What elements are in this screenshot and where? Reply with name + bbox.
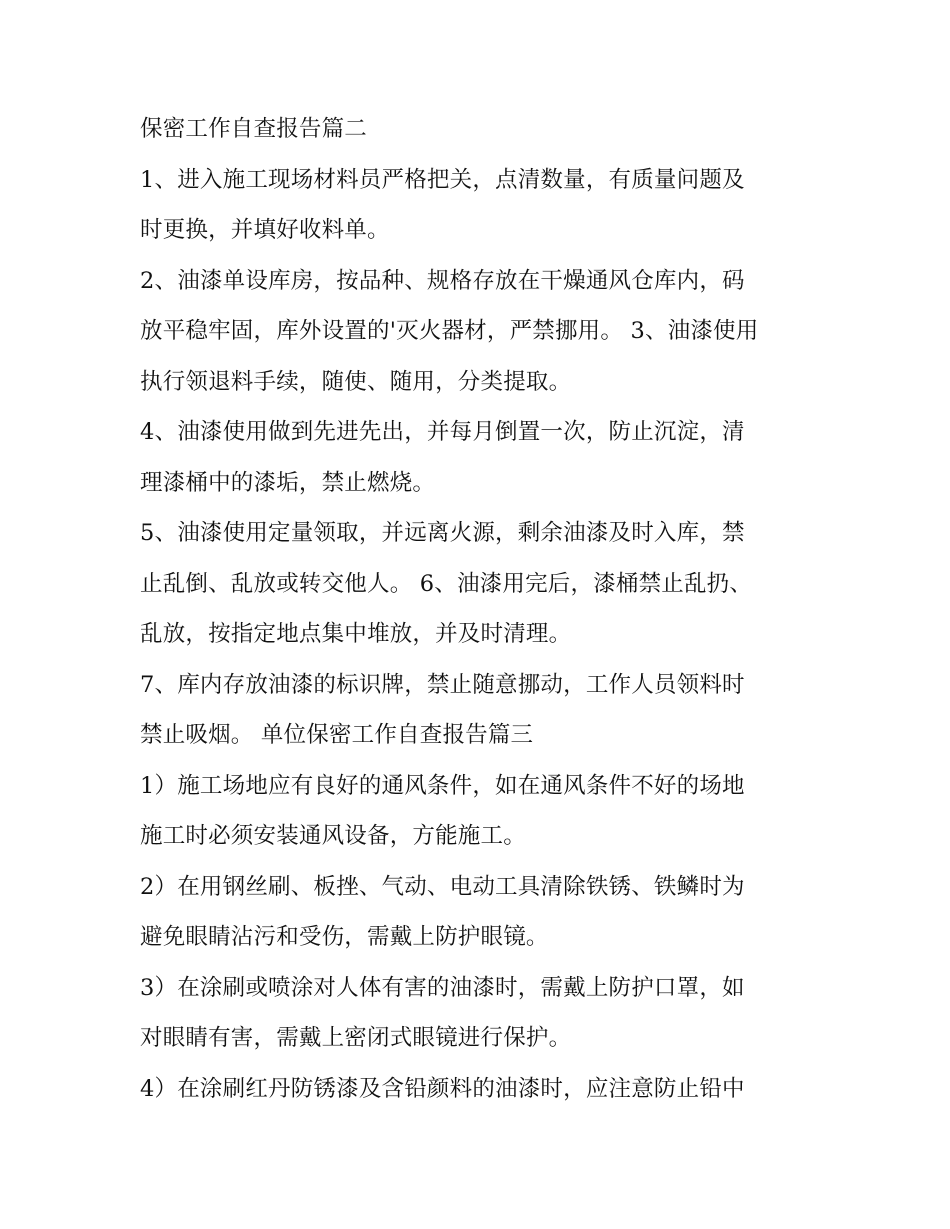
paragraph-line: 执行领退料手续，随使、随用，分类提取。 [140, 368, 572, 395]
document-body [140, 104, 830, 1114]
paragraph-line: 1）施工场地应有良好的通风条件，如在通风条件不好的场地 [140, 772, 745, 799]
document-title: 保密工作自查报告篇二 [140, 116, 368, 142]
paragraph-line: 时更换，并填好收料单。 [140, 217, 390, 243]
paragraph-line: 乱放，按指定地点集中堆放，并及时清理。 [140, 621, 572, 647]
paragraph-line: 7、库内存放油漆的标识牌，禁止随意挪动，工作人员领料时 [140, 671, 745, 698]
paragraph-line: 1、进入施工现场材料员严格把关，点清数量，有质量问题及 [140, 166, 745, 193]
paragraph-line: 2）在用钢丝刷、板挫、气动、电动工具清除铁锈、铁鳞时为 [140, 873, 745, 900]
paragraph-line: 避免眼睛沾污和受伤，需戴上防护眼镜。 [140, 924, 549, 950]
paragraph-line: 止乱倒、乱放或转交他人。 6、油漆用完后，漆桶禁止乱扔、 [140, 570, 753, 597]
paragraph-line: 施工时必须安装通风设备，方能施工。 [140, 823, 526, 849]
paragraph-line: 5、油漆使用定量领取，并远离火源，剩余油漆及时入库，禁 [140, 520, 745, 546]
paragraph-line: 2、油漆单设库房，按品种、规格存放在干燥通风仓库内，码 [140, 267, 745, 294]
paragraph-line: 3）在涂刷或喷涂对人体有害的油漆时，需戴上防护口罩，如 [140, 974, 745, 1001]
paragraph-line: 禁止吸烟。 单位保密工作自查报告篇三 [140, 722, 534, 748]
paragraph-line: 放平稳牢固，库外设置的'灭火器材，严禁挪用。 3、油漆使用 [140, 318, 759, 344]
paragraph-line: 4）在涂刷红丹防锈漆及含铅颜料的油漆时，应注意防止铅中 [140, 1075, 745, 1102]
paragraph-line: 理漆桶中的漆垢，禁止燃烧。 [140, 469, 436, 496]
paragraph-line: 4、油漆使用做到先进先出，并每月倒置一次，防止沉淀，清 [140, 419, 745, 445]
paragraph-line: 对眼睛有害，需戴上密闭式眼镜进行保护。 [140, 1025, 572, 1051]
